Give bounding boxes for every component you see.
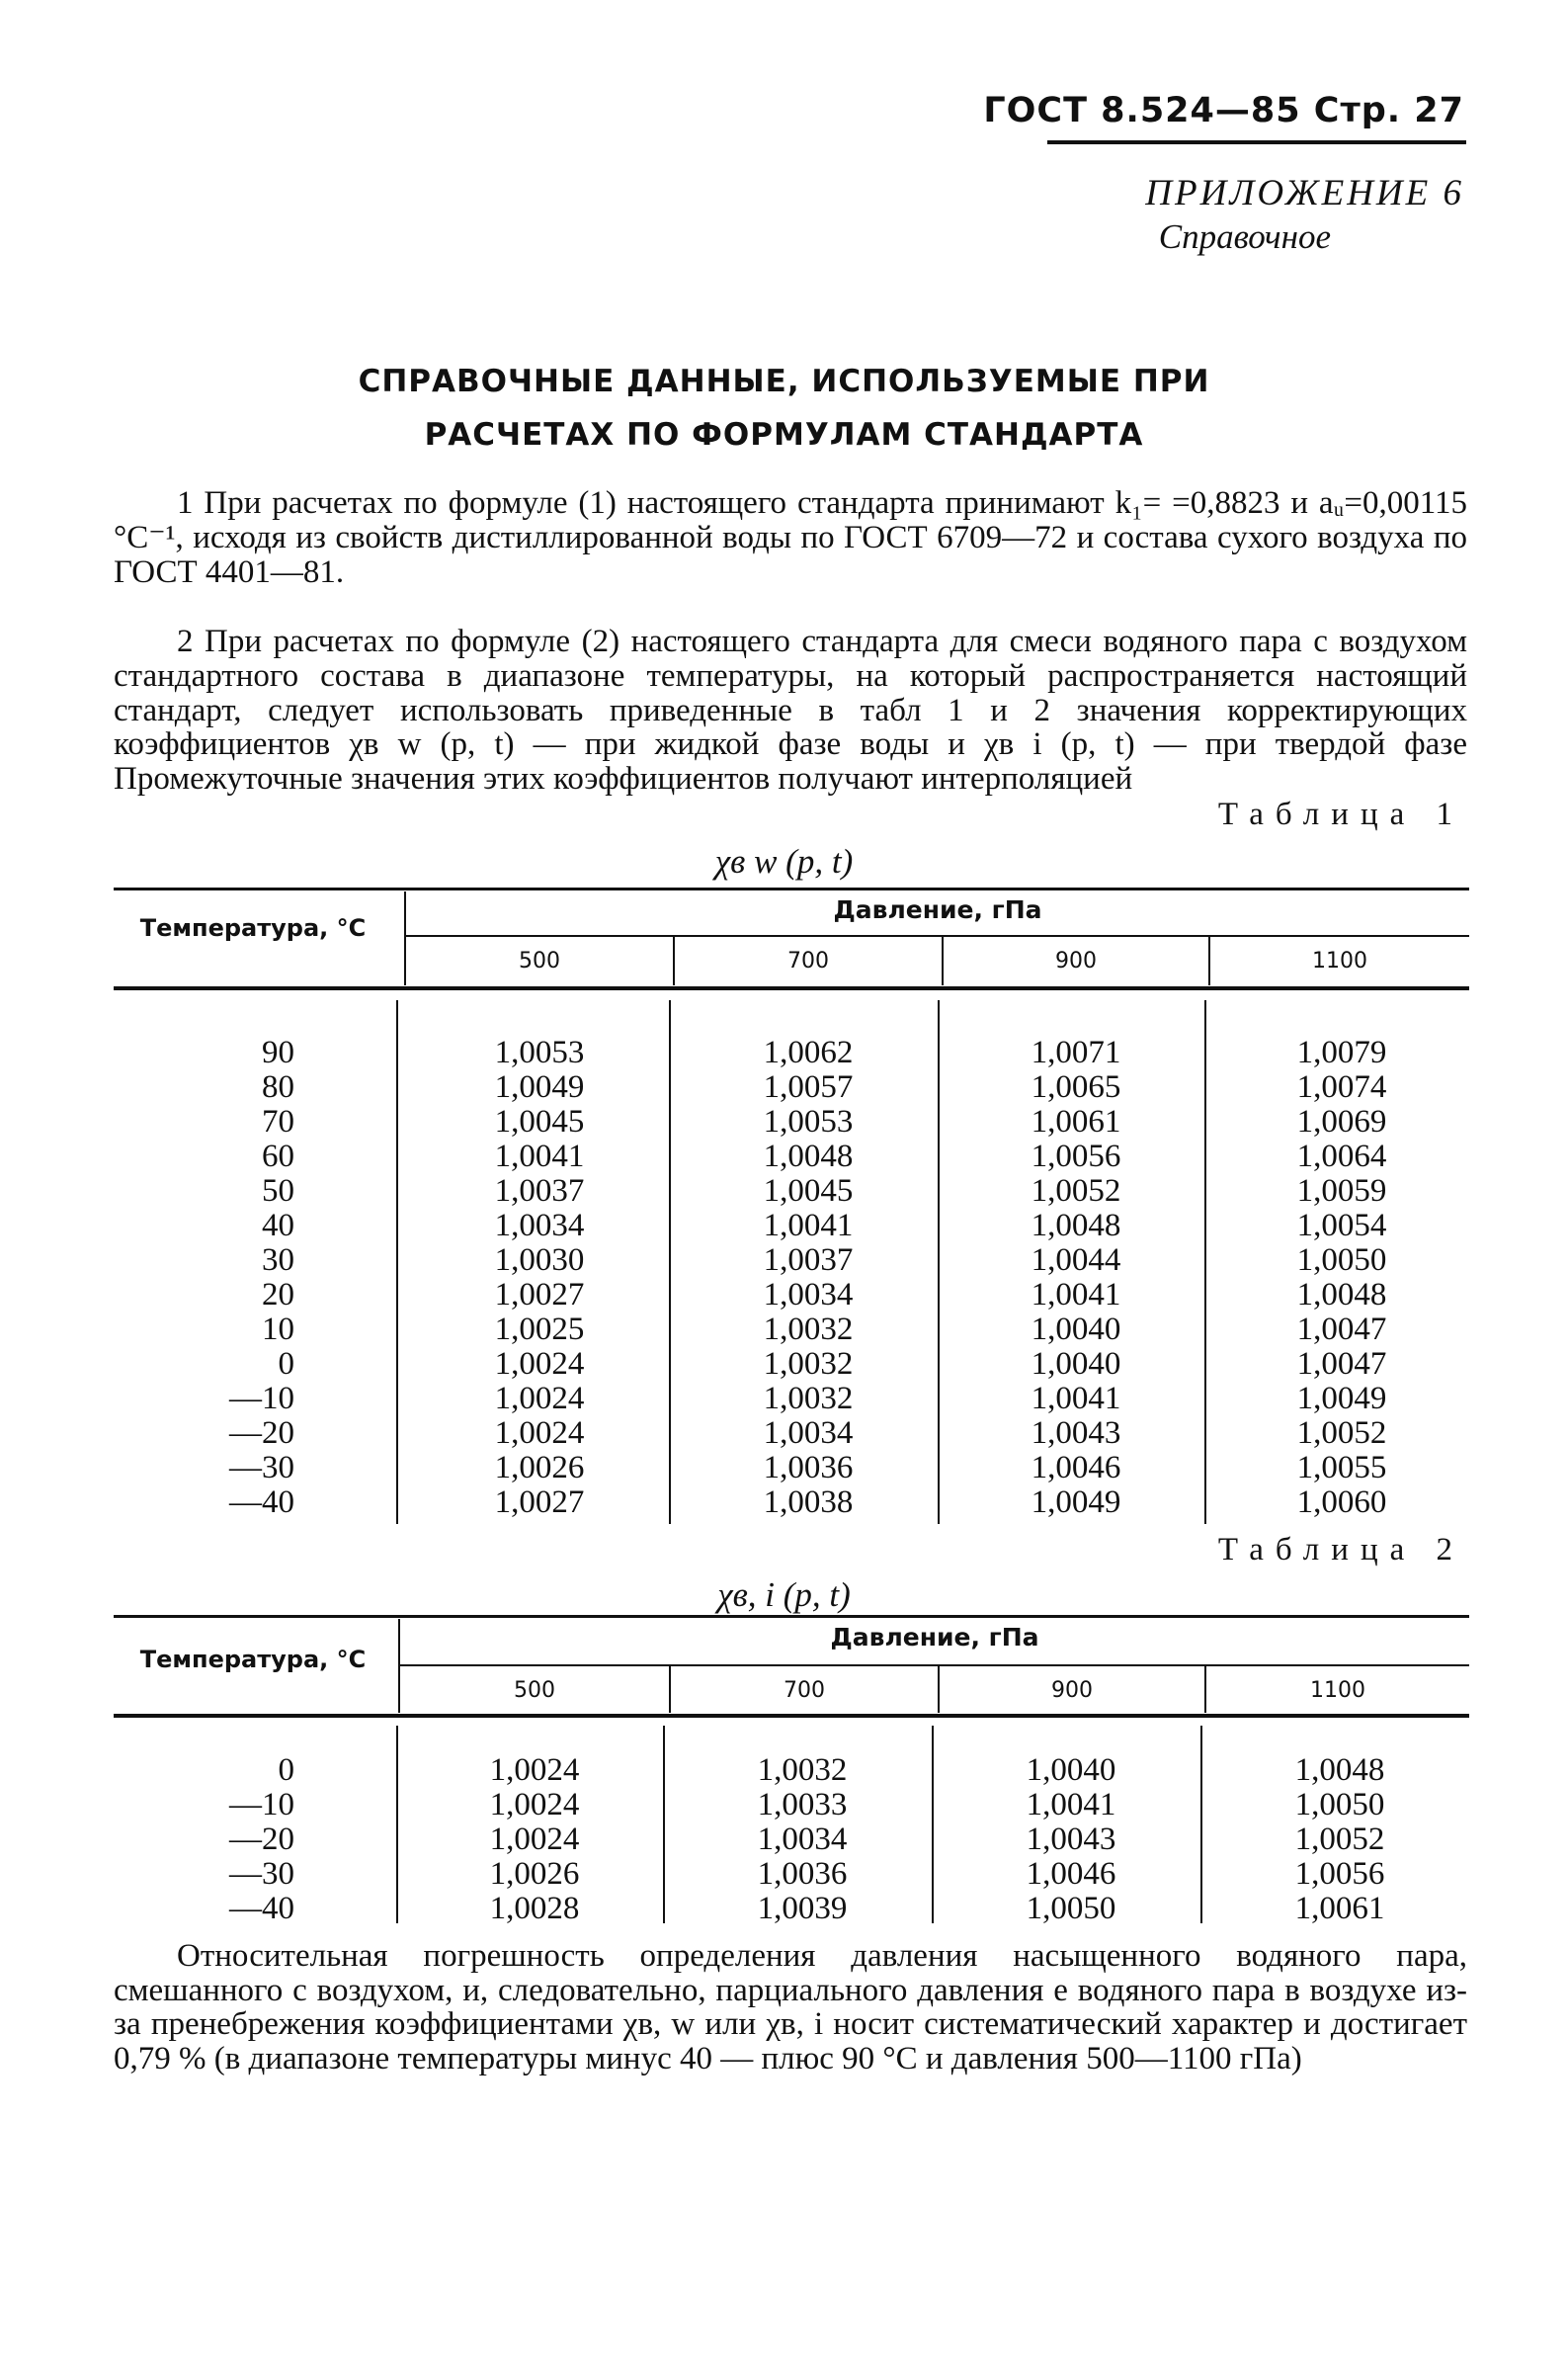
value-cell: 1,0052 bbox=[1294, 1821, 1385, 1857]
temperature-cell: 20 bbox=[262, 1277, 294, 1313]
value-cell: 1,0036 bbox=[763, 1450, 854, 1485]
value-cell: 1,0052 bbox=[1296, 1415, 1387, 1451]
table-rule bbox=[400, 1664, 1469, 1666]
value-cell: 1,0052 bbox=[1031, 1173, 1121, 1209]
value-cell: 1,0048 bbox=[1296, 1277, 1387, 1313]
table-rule bbox=[406, 935, 1469, 937]
values-column-700 bbox=[679, 1036, 938, 1520]
body-divider bbox=[1200, 1726, 1202, 1923]
value-cell: 1,0024 bbox=[489, 1752, 580, 1788]
value-cell: 1,0047 bbox=[1296, 1346, 1387, 1382]
value-cell: 1,0032 bbox=[757, 1752, 848, 1788]
value-cell: 1,0043 bbox=[1026, 1821, 1116, 1857]
value-cell: 1,0028 bbox=[489, 1891, 580, 1926]
paragraph-2: 2 При расчетах по формуле (2) настоящего стандарта для смеси водяного пара с воздухом стандартного состава в диапазоне температуры, на который распространяется настоящий стандарт, следует использовать приведенные в табл 1 и 2 значения корректирующих коэффициентов χв w (р, t) — при жидкой фазе воды и χв i (р, t) — при твердой фазе Промежуточные значения этих коэффициентов получают интерполяцией bbox=[114, 624, 1467, 798]
value-cell: 1,0034 bbox=[757, 1821, 848, 1857]
temperature-cell: —20 bbox=[229, 1415, 294, 1451]
table-rule bbox=[114, 986, 1469, 990]
value-cell: 1,0037 bbox=[763, 1242, 854, 1278]
value-cell: 1,0056 bbox=[1294, 1856, 1385, 1892]
value-cell: 1,0065 bbox=[1031, 1069, 1121, 1105]
temperature-column bbox=[114, 1753, 294, 1926]
body-divider bbox=[396, 1000, 398, 1524]
value-cell: 1,0038 bbox=[763, 1484, 854, 1520]
value-cell: 1,0074 bbox=[1296, 1069, 1387, 1105]
temperature-cell: 50 bbox=[262, 1173, 294, 1209]
value-cell: 1,0032 bbox=[763, 1381, 854, 1416]
value-cell: 1,0040 bbox=[1026, 1752, 1116, 1788]
value-cell: 1,0059 bbox=[1296, 1173, 1387, 1209]
value-cell: 1,0024 bbox=[494, 1381, 585, 1416]
value-cell: 1,0069 bbox=[1296, 1104, 1387, 1140]
table-1-label: Таблица 1 bbox=[1217, 797, 1464, 832]
value-cell: 1,0056 bbox=[1031, 1139, 1121, 1174]
footnote-paragraph: Относительная погрешность определения давления насыщенного водяного пара, смешанного с воздухом, и, следовательно, парциального давления е водяного пара в воздухе из-за пренебрежения коэффициентами χв, w или χв, i носит систематический характер и достигает 0,79 % (в диапазоне температуры минус 40 — плюс 90 °С и давления 500—1100 гПа) bbox=[114, 1938, 1467, 2077]
appendix-title: ПРИЛОЖЕНИЕ 6 bbox=[1145, 173, 1464, 213]
body-divider bbox=[396, 1726, 398, 1923]
values-column-900 bbox=[948, 1036, 1204, 1520]
values-column-700 bbox=[673, 1753, 932, 1926]
value-cell: 1,0048 bbox=[763, 1139, 854, 1174]
temperature-cell: 0 bbox=[278, 1752, 294, 1788]
temperature-header: Температура, °С bbox=[139, 914, 367, 942]
value-cell: 1,0040 bbox=[1031, 1346, 1121, 1382]
value-cell: 1,0039 bbox=[757, 1891, 848, 1926]
pressure-col-500: 500 bbox=[519, 949, 560, 974]
value-cell: 1,0050 bbox=[1296, 1242, 1387, 1278]
value-cell: 1,0043 bbox=[1031, 1415, 1121, 1451]
temperature-cell: —30 bbox=[229, 1450, 294, 1485]
value-cell: 1,0024 bbox=[494, 1415, 585, 1451]
temperature-cell: —40 bbox=[229, 1484, 294, 1520]
value-cell: 1,0050 bbox=[1026, 1891, 1116, 1926]
pressure-col-500: 500 bbox=[514, 1678, 555, 1703]
temperature-column bbox=[114, 1036, 294, 1520]
values-column-1100 bbox=[1210, 1753, 1469, 1926]
value-cell: 1,0041 bbox=[1031, 1277, 1121, 1313]
values-column-500 bbox=[406, 1753, 663, 1926]
table-rule bbox=[114, 888, 1469, 890]
pressure-col-1100: 1100 bbox=[1312, 949, 1367, 974]
temperature-cell: 30 bbox=[262, 1242, 294, 1278]
value-cell: 1,0061 bbox=[1294, 1891, 1385, 1926]
values-column-1100 bbox=[1214, 1036, 1469, 1520]
value-cell: 1,0054 bbox=[1296, 1208, 1387, 1243]
value-cell: 1,0033 bbox=[757, 1787, 848, 1822]
body-divider bbox=[938, 1000, 940, 1524]
value-cell: 1,0045 bbox=[763, 1173, 854, 1209]
temperature-cell: 0 bbox=[278, 1346, 294, 1382]
pressure-col-700: 700 bbox=[784, 1678, 825, 1703]
value-cell: 1,0026 bbox=[489, 1856, 580, 1892]
value-cell: 1,0064 bbox=[1296, 1139, 1387, 1174]
value-cell: 1,0041 bbox=[1026, 1787, 1116, 1822]
pressure-col-900: 900 bbox=[1055, 949, 1097, 974]
temperature-header: Температура, °С bbox=[139, 1646, 367, 1673]
temperature-cell: 80 bbox=[262, 1069, 294, 1105]
table-rule bbox=[114, 1714, 1469, 1718]
temperature-cell: —10 bbox=[229, 1381, 294, 1416]
temperature-cell: 70 bbox=[262, 1104, 294, 1140]
value-cell: 1,0071 bbox=[1031, 1035, 1121, 1070]
temperature-cell: —30 bbox=[229, 1856, 294, 1892]
temperature-cell: 40 bbox=[262, 1208, 294, 1243]
value-cell: 1,0055 bbox=[1296, 1450, 1387, 1485]
value-cell: 1,0044 bbox=[1031, 1242, 1121, 1278]
table-2-symbol: χв, i (р, t) bbox=[717, 1575, 851, 1614]
body-divider bbox=[1204, 1000, 1206, 1524]
page-header: ГОСТ 8.524—85 Стр. 27 bbox=[983, 91, 1464, 130]
value-cell: 1,0053 bbox=[494, 1035, 585, 1070]
value-cell: 1,0047 bbox=[1296, 1312, 1387, 1347]
temperature-cell: 90 bbox=[262, 1035, 294, 1070]
value-cell: 1,0040 bbox=[1031, 1312, 1121, 1347]
value-cell: 1,0032 bbox=[763, 1312, 854, 1347]
value-cell: 1,0057 bbox=[763, 1069, 854, 1105]
temperature-cell: 10 bbox=[262, 1312, 294, 1347]
values-column-900 bbox=[942, 1753, 1200, 1926]
value-cell: 1,0050 bbox=[1294, 1787, 1385, 1822]
header-rule bbox=[1047, 140, 1466, 144]
value-cell: 1,0024 bbox=[489, 1787, 580, 1822]
values-column-500 bbox=[410, 1036, 669, 1520]
value-cell: 1,0048 bbox=[1031, 1208, 1121, 1243]
pressure-header: Давление, гПа bbox=[833, 895, 1042, 924]
value-cell: 1,0049 bbox=[1031, 1484, 1121, 1520]
value-cell: 1,0049 bbox=[1296, 1381, 1387, 1416]
appendix-type: Справочное bbox=[1158, 217, 1331, 256]
pressure-col-1100: 1100 bbox=[1310, 1678, 1365, 1703]
body-divider bbox=[932, 1726, 934, 1923]
pressure-col-700: 700 bbox=[787, 949, 829, 974]
value-cell: 1,0045 bbox=[494, 1104, 585, 1140]
paragraph-1: 1 При расчетах по формуле (1) настоящего стандарта принимают k₁= =0,8823 и aᵤ=0,00115 °С⁻¹, исходя из свойств дистиллированной воды по ГОСТ 6709—72 и состава сухого воздуха по ГОСТ 4401—81. bbox=[114, 485, 1467, 590]
value-cell: 1,0036 bbox=[757, 1856, 848, 1892]
value-cell: 1,0027 bbox=[494, 1277, 585, 1313]
value-cell: 1,0025 bbox=[494, 1312, 585, 1347]
value-cell: 1,0037 bbox=[494, 1173, 585, 1209]
document-title-line-1: СПРАВОЧНЫЕ ДАННЫЕ, ИСПОЛЬЗУЕМЫЕ ПРИ bbox=[358, 364, 1210, 399]
value-cell: 1,0060 bbox=[1296, 1484, 1387, 1520]
table-2 bbox=[114, 1609, 1469, 1945]
body-divider bbox=[663, 1726, 665, 1923]
value-cell: 1,0024 bbox=[494, 1346, 585, 1382]
value-cell: 1,0034 bbox=[494, 1208, 585, 1243]
value-cell: 1,0049 bbox=[494, 1069, 585, 1105]
value-cell: 1,0041 bbox=[494, 1139, 585, 1174]
value-cell: 1,0024 bbox=[489, 1821, 580, 1857]
value-cell: 1,0041 bbox=[1031, 1381, 1121, 1416]
body-divider bbox=[669, 1000, 671, 1524]
value-cell: 1,0027 bbox=[494, 1484, 585, 1520]
value-cell: 1,0046 bbox=[1031, 1450, 1121, 1485]
temperature-cell: 60 bbox=[262, 1139, 294, 1174]
table-1-symbol: χв w (р, t) bbox=[714, 842, 854, 881]
document-title-line-2: РАСЧЕТАХ ПО ФОРМУЛАМ СТАНДАРТА bbox=[424, 417, 1144, 453]
value-cell: 1,0061 bbox=[1031, 1104, 1121, 1140]
temperature-cell: —10 bbox=[229, 1787, 294, 1822]
table-2-label: Таблица 2 bbox=[1217, 1532, 1464, 1567]
value-cell: 1,0034 bbox=[763, 1277, 854, 1313]
value-cell: 1,0026 bbox=[494, 1450, 585, 1485]
value-cell: 1,0062 bbox=[763, 1035, 854, 1070]
value-cell: 1,0030 bbox=[494, 1242, 585, 1278]
temperature-cell: —40 bbox=[229, 1891, 294, 1926]
pressure-col-900: 900 bbox=[1051, 1678, 1093, 1703]
temperature-cell: —20 bbox=[229, 1821, 294, 1857]
value-cell: 1,0079 bbox=[1296, 1035, 1387, 1070]
value-cell: 1,0053 bbox=[763, 1104, 854, 1140]
value-cell: 1,0032 bbox=[763, 1346, 854, 1382]
value-cell: 1,0034 bbox=[763, 1415, 854, 1451]
value-cell: 1,0046 bbox=[1026, 1856, 1116, 1892]
value-cell: 1,0048 bbox=[1294, 1752, 1385, 1788]
pressure-header: Давление, гПа bbox=[830, 1623, 1039, 1652]
table-rule bbox=[114, 1615, 1469, 1618]
table-1 bbox=[114, 880, 1469, 1532]
value-cell: 1,0041 bbox=[763, 1208, 854, 1243]
